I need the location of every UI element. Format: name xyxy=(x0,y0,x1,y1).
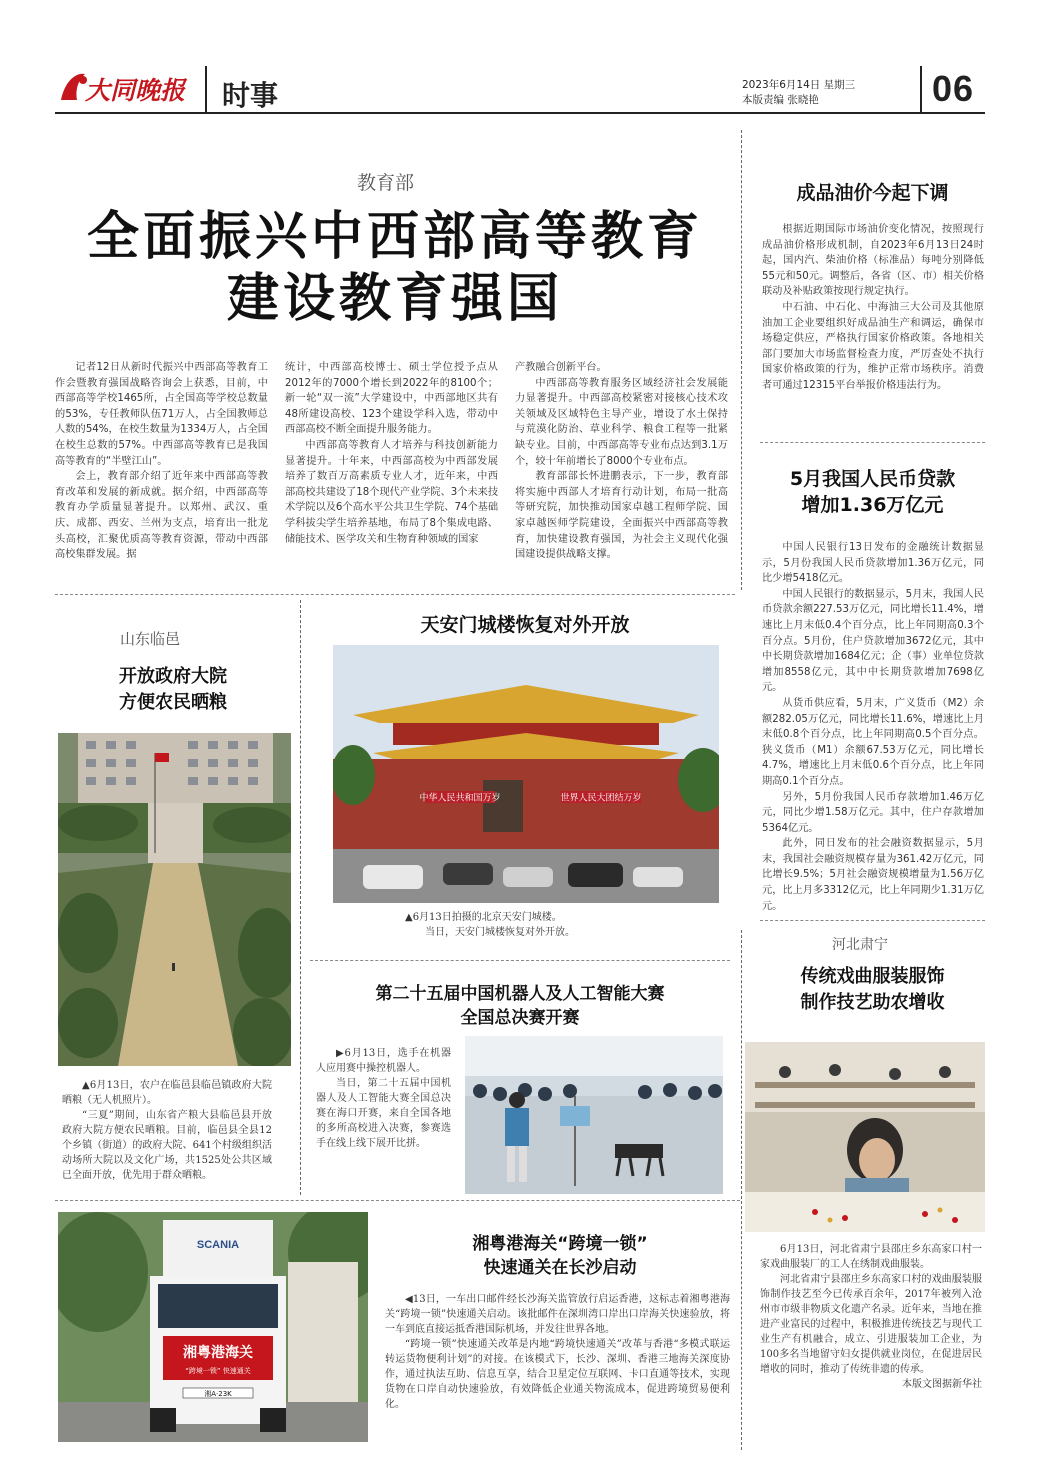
loans-p1: 中国人民银行13日发布的金融统计数据显示，5月份我国人民币贷款增加1.36万亿元，同比少增5418亿元。 xyxy=(762,542,984,585)
oil-body xyxy=(762,222,984,394)
tiananmen-caption-line2: 当日，天安门城楼恢复对外开放。 xyxy=(425,927,575,938)
customs-headline xyxy=(400,1232,720,1280)
lead-col3-p2: 中西部高等教育服务区域经济社会发展能力显著提升。中西部高校紧密对接核心技术攻关领域及区域特色主导产业，增设了水土保持与荒漠化防治、草业科学、粮食工程等一批紧缺专业。目前，中西部高等专业布点达到3.1万个，较十年前增长了8000个专业布点。 xyxy=(515,377,728,467)
tiananmen-photo xyxy=(333,645,719,903)
lead-col1 xyxy=(55,360,268,563)
suning-headline xyxy=(760,964,985,1016)
customs-photo xyxy=(58,1212,368,1442)
robot-photo xyxy=(465,1036,723,1194)
robot-headline-line1: 第二十五届中国机器人及人工智能大赛 xyxy=(375,984,665,1004)
loans-divider xyxy=(760,920,985,921)
loans-headline-line2: 增加1.36万亿元 xyxy=(801,494,944,516)
customs-headline-line2: 快速通关在长沙启动 xyxy=(483,1258,637,1278)
oil-p2: 中石油、中石化、中海油三大公司及其他原油加工企业要组织好成品油生产和调运，确保市场稳定供应，严格执行国家价格政策。各地相关部门要加大市场监督检查力度，严厉查处不执行国家价格政策的行为，维护正常市场秩序。消费者可通过12315平台举报价格违法行为。 xyxy=(762,301,984,391)
lead-col2 xyxy=(285,360,498,547)
suning-caption-p2: 河北省肃宁县邵庄乡东高家口村的戏曲服装服饰制作技艺至今已传承百余年，2017年被列入沧州市市级非物质文化遗产名录。近年来，当地在推进产业富民的过程中，积极推进传统技艺与现代工业生产有机融合，成立、引进服装加工企业，为100多名当地留守妇女提供就业岗位，在促进居民增收的同时，推动了传统非遗的传承。 xyxy=(760,1274,982,1375)
photo-credit: 本版文图据新华社 xyxy=(902,1379,982,1390)
customs-headline-line1: 湘粤港海关“跨境一锁” xyxy=(472,1234,648,1254)
loans-p3: 从货币供应看，5月末，广义货币（M2）余额282.05万亿元，同比增长11.6%，增速比上月末低0.8个百分点，比上年同期高0.5个百分点。狭义货币（M1）余额67.53万亿元，同比增长4.7%，增速比上月末低0.6个百分点，比上年同期高0.1个百分点。 xyxy=(762,697,984,787)
lead-col2-p1: 统计，中西部高校博士、硕士学位授予点从2012年的7000个增长到2022年的8100个；新一轮“双一流”大学建设中，中西部地区共有48所建设高校、123个建设学科入选，带动中西部高校不断全面提升服务能力。 xyxy=(285,362,498,436)
tiananmen-headline: 天安门城楼恢复对外开放 xyxy=(420,614,630,636)
lead-col3 xyxy=(515,360,728,563)
truck-brand: SCANIA xyxy=(196,1239,240,1251)
linyi-headline-line2: 方便农民晒粮 xyxy=(119,692,227,713)
suning-caption xyxy=(760,1242,982,1392)
loans-p2: 中国人民银行的数据显示，5月末，我国人民币贷款余额227.53万亿元，同比增长11.4%，增速比上月末低0.4个百分点，比上年同期高0.3个百分点。5月份，住户贷款增加3672亿元，其中中长期贷款增加1684亿元；企（事）业单位贷款增加8558亿元，其中中长期贷款增加7698亿元。 xyxy=(762,588,984,694)
lead-col3-p1: 产教融合创新平台。 xyxy=(515,362,607,373)
customs-p1: ◀13日，一车出口邮件经长沙海关监管放行启运香港，这标志着湘粤港海关“跨境一锁”快速通关启动。该批邮件在深圳湾口岸出口岸海关快速验放，将一车到底直接运抵香港国际机场，并发往世界各地。 xyxy=(385,1294,730,1335)
lead-headline-line1: 全面振兴中西部高等教育 xyxy=(86,207,703,267)
lead-col2-p2: 中西部高等教育人才培养与科技创新能力显著提升。十年来，中西部高校为中西部发展培养了数百万高素质专业人才，近年来，中西部高校共建设了18个现代产业学院、3个未来技术学院以及6个高水平公共卫生学院、74个基础学科拔尖学生培养基地，布局了8个集成电路、储能技术、医学攻关和生物育种领域的国家 xyxy=(285,439,499,545)
lead-col3-p3: 教育部部长怀进鹏表示，下一步，教育部将实施中西部人才培育行动计划，布局一批高等研究院，加快推动国家卓越工程师学院、国家卓越医师学院建设，全面振兴中西部高等教育，加快建设教育强国，为社会主义现代化强国建设提供战略支撑。 xyxy=(515,471,728,561)
customs-divider xyxy=(55,1200,740,1201)
loans-p4: 另外，5月份我国人民币存款增加1.46万亿元，同比少增1.58万亿元。其中，住户存款增加5364亿元。 xyxy=(762,791,984,834)
tiananmen-caption-line1: ▲6月13日拍摄的北京天安门城楼。 xyxy=(405,912,562,923)
linyi-headline-line1: 开放政府大院 xyxy=(119,666,227,687)
page-editor: 本版责编 张晓艳 xyxy=(742,94,819,106)
linyi-headline xyxy=(58,664,288,716)
linyi-caption-p1: ▲6月13日，农户在临邑县临邑镇政府大院晒粮（无人机照片）。 xyxy=(62,1080,272,1106)
robot-caption-p2: 当日，第二十五届中国机器人及人工智能大赛全国总决赛在海口开赛，来自全国各地的多所高校进入决赛，参赛选手在线上线下展开比拼。 xyxy=(316,1078,451,1149)
suning-photo xyxy=(745,1042,985,1232)
suning-headline-line1: 传统戏曲服装服饰 xyxy=(800,966,945,987)
robot-caption-p1: ▶6月13日，选手在机器人应用赛中操控机器人。 xyxy=(316,1048,451,1074)
truck-sub: “跨境一锁” 快速通关 xyxy=(185,1367,251,1375)
loans-body xyxy=(762,540,984,914)
tiananmen-divider xyxy=(310,960,730,961)
customs-p2: “跨境一锁”快速通关改革是内地“跨境快速通关”改革与香港“多模式联运转运货物便利计划”的对接。在该模式下，长沙、深圳、香港三地海关深度协作，通过执法互助、信息互享，结合卫星定位互联网、卡口直通等技术，实现货物在口岸自动快速验放，有效降低企业通关物流成本，促进跨境贸易便利化。 xyxy=(385,1339,730,1410)
banner-left: 中华人民共和国万岁 xyxy=(419,793,501,804)
loans-headline-line1: 5月我国人民币贷款 xyxy=(789,468,956,490)
banner-right: 世界人民大团结万岁 xyxy=(560,793,642,804)
lead-col1-p2: 会上，教育部介绍了近年来中西部高等教育改革和发展的新成就。据介绍，中西部高等教育办学质量显著提升。以郑州、武汉、重庆、成都、西安、兰州为支点，培育出一批龙头高校，汇聚优质高等教育资源，带动中西部高校集群发展。据 xyxy=(55,471,268,561)
oil-divider xyxy=(760,442,985,443)
lead-headline-line2: 建设教育强国 xyxy=(226,269,563,329)
truck-plate: 湘A·23K xyxy=(204,1390,232,1398)
column-rule xyxy=(741,130,743,590)
loans-p5: 此外，同日发布的社会融资数据显示，5月末，我国社会融资规模存量为361.42万亿元，同比增长9.5%；5月社会融资规模增量为1.56万亿元，比上月多3312亿元，比上年同期少1.31万亿元。 xyxy=(762,838,984,912)
robot-headline-line2: 全国总决赛开赛 xyxy=(460,1008,580,1028)
newspaper-logo xyxy=(55,66,195,110)
suning-caption-p1: 6月13日，河北省肃宁县邵庄乡东高家口村一家戏曲服装厂的工人在绣制戏曲服装。 xyxy=(760,1244,982,1270)
lead-col1-p1: 记者12日从新时代振兴中西部高等教育工作会暨教育强国战略咨询会上获悉，目前，中西部高等学校1465所，占全国高等学校总数量的53%，专任教师队伍71万人，占全国教师总人数的54%，在校生数量为1334万人，占全国在校生总数的57%。中西部高等教育已是我国高等教育的“半壁江山”。 xyxy=(55,362,268,467)
section-name: 时事 xyxy=(222,79,279,112)
robot-caption xyxy=(316,1046,451,1151)
issue-date: 2023年6月14日 星期三 xyxy=(742,79,856,91)
page-number: 06 xyxy=(932,68,975,109)
customs-body xyxy=(385,1292,730,1412)
linyi-caption xyxy=(62,1078,272,1183)
lead-headline xyxy=(55,206,735,330)
loans-headline xyxy=(760,466,985,518)
suning-headline-line2: 制作技艺助农增收 xyxy=(800,992,945,1013)
date-editor xyxy=(742,78,855,108)
suning-kicker: 河北肃宁 xyxy=(832,937,888,953)
linyi-kicker: 山东临邑 xyxy=(120,630,181,648)
logo-text: 大同晚报 xyxy=(85,76,186,105)
linyi-column-rule xyxy=(300,600,302,1195)
masthead-rule xyxy=(55,112,985,114)
truck-sign: 湘粤港海关 xyxy=(183,1345,253,1361)
linyi-photo xyxy=(58,733,291,1066)
linyi-caption-p2: “三夏”期间，山东省产粮大县临邑县开放政府大院方便农民晒粮。目前，临邑县全县12个乡镇（街道）的政府大院、641个村级组织活动场所大院以及文化广场，共1525处公共区域已全面开放，优先用于群众晒粮。 xyxy=(62,1110,272,1181)
page-number-divider xyxy=(920,66,922,112)
lead-kicker: 教育部 xyxy=(357,172,415,194)
tiananmen-caption xyxy=(405,910,635,940)
oil-headline: 成品油价今起下调 xyxy=(796,182,949,204)
oil-p1: 根据近期国际市场油价变化情况，按照现行成品油价格形成机制，自2023年6月13日24时起，国内汽、柴油价格（标准品）每吨分别降低55元和50元。调整后，各省（区、市）相关价格联动及补贴政策按现行规定执行。 xyxy=(762,224,984,298)
masthead-divider xyxy=(205,66,207,112)
section-divider xyxy=(55,594,735,595)
robot-headline xyxy=(310,982,730,1030)
right-column-rule xyxy=(741,930,743,1450)
